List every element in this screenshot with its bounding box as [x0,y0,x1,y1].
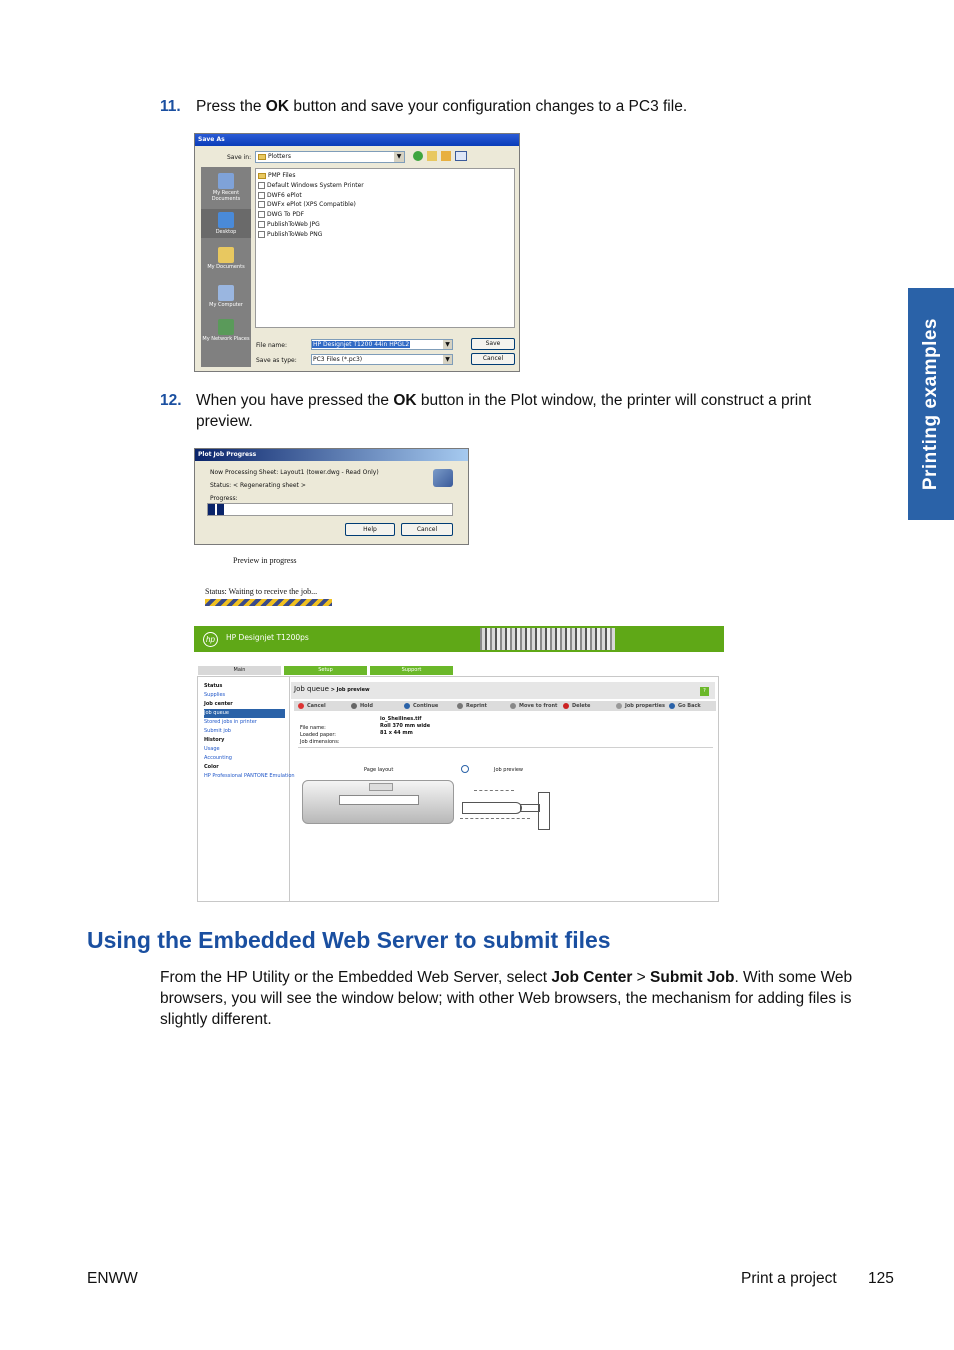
section-heading: Using the Embedded Web Server to submit files [87,927,611,953]
save-button[interactable]: Save [471,338,515,350]
menu-link[interactable]: HP Professional PANTONE Emulation [204,773,295,779]
menu-link[interactable]: Accounting [204,755,232,761]
dialog-titlebar: Plot Job Progress [195,449,468,461]
detail-label: File name: [300,725,326,731]
tab-support[interactable]: Support [370,666,453,675]
step-text: When you have pressed the OK button in the Plot window, the printer will construct a print preview. [196,392,812,430]
plot-job-progress-dialog [194,448,469,545]
progress-fill [208,504,225,515]
pc3-file-icon [258,201,265,208]
save-as-dialog [194,133,520,372]
save-in-select[interactable]: Plotters ▼ [255,151,405,163]
detail-row [300,730,600,745]
step-text: Press the OK button and save your configuration changes to a PC3 file. [196,98,688,115]
toolbar-icon [616,703,622,709]
file-list-item[interactable]: DWFx ePlot (XPS Compatible) [258,201,512,211]
preview-in-progress-text: Preview in progress [233,556,297,565]
job-details [300,716,600,745]
side-tab [908,288,954,520]
recent-documents-icon [218,173,234,189]
save-in-label: Save in: [227,154,252,161]
help-icon[interactable]: ? [700,687,709,696]
menu-link[interactable]: Job queue [204,709,285,718]
folder-icon [258,173,266,179]
views-icon[interactable] [455,151,467,161]
detail-value: 81 x 44 mm [380,730,413,736]
up-folder-icon[interactable] [427,151,437,161]
menu-header: Job center [204,701,233,707]
toolbar-icon [298,703,304,709]
detail-label: Job dimensions: [300,739,340,745]
chevron-down-icon[interactable]: ▼ [394,152,404,162]
step-12 [0,390,954,434]
side-tab-label: Printing examples [920,317,941,491]
file-list-item[interactable]: DWF6 ePlot [258,192,512,202]
file-list-item[interactable]: Default Windows System Printer [258,182,512,192]
page-number: 125 [868,1270,894,1287]
help-button[interactable]: Help [345,523,395,536]
toolbar-button-job-properties[interactable]: Job properties [616,702,665,710]
job-preview-label: Job preview [494,767,524,773]
toolbar-button-go-back[interactable]: Go Back [669,702,701,710]
status-text: Status: < Regenerating sheet > [210,482,306,489]
detail-label: Loaded paper: [300,732,336,738]
step-number: 12. [160,392,182,409]
ews-tabs [198,666,450,676]
toolbar-button-delete[interactable]: Delete [563,702,590,710]
file-list-item[interactable]: PublishToWeb PNG [258,231,512,241]
ews-header [194,626,724,652]
toolbar-button-move-to-front[interactable]: Move to front [510,702,557,710]
file-list-item[interactable]: PMP Files [258,172,512,182]
toolbar-icon [510,703,516,709]
tab-main[interactable]: Main [198,666,281,675]
footer-section: Print a project [741,1270,837,1287]
file-list-item[interactable]: DWG To PDF [258,211,512,221]
menu-link[interactable]: Usage [204,746,220,752]
toolbar-icon [457,703,463,709]
places-bar [201,167,251,367]
dialog-titlebar: Save As [195,134,519,146]
chevron-down-icon[interactable]: ▼ [443,340,452,349]
zoom-icon[interactable] [461,765,469,773]
menu-link[interactable]: Supplies [204,692,226,698]
job-preview-drawing [456,784,552,832]
my-documents-icon [218,247,234,263]
toolbar-button-cancel[interactable]: Cancel [298,702,326,710]
waiting-progress-stripes [205,599,332,606]
processing-text: Now Processing Sheet: Layout1 (tower.dwg - Read Only) [210,469,379,476]
pc3-file-icon [258,221,265,228]
page-layout-label: Page layout [364,767,394,773]
detail-value: io_Sheilines.tif [380,716,422,722]
file-name-label: File name: [256,342,287,349]
printer-banner-image [480,628,615,650]
details-divider [298,747,713,748]
toolbar-icon [669,703,675,709]
toolbar-button-reprint[interactable]: Reprint [457,702,487,710]
toolbar-button-continue[interactable]: Continue [404,702,438,710]
breadcrumb-bar [291,682,715,699]
new-folder-icon[interactable] [441,151,451,161]
progress-bar [207,503,453,516]
job-toolbar [294,701,716,711]
toolbar-icon [563,703,569,709]
place-computer[interactable]: My Computer [201,285,251,308]
breadcrumb: Job queue > Job preview [294,685,370,693]
place-documents[interactable]: My Documents [201,247,251,270]
step-number: 11. [160,98,181,115]
menu-link[interactable]: Submit job [204,728,231,734]
save-as-type-select[interactable]: PC3 Files (*.pc3) ▼ [311,354,453,365]
plotter-icon [433,469,453,487]
menu-header: Status [204,683,223,689]
desktop-icon [218,212,234,228]
tab-setup[interactable]: Setup [284,666,367,675]
product-name: HP Designjet T1200ps [226,633,309,642]
toolbar-icon [351,703,357,709]
toolbar-button-hold[interactable]: Hold [351,702,373,710]
toolbar-icon [404,703,410,709]
pc3-file-icon [258,182,265,189]
waiting-status-text: Status: Waiting to receive the job... [205,587,318,596]
back-icon[interactable] [413,151,423,161]
ews-window [194,626,724,903]
folder-icon [258,154,266,160]
footer-left: ENWW [87,1270,138,1287]
pc3-file-icon [258,192,265,199]
step-11 [0,96,954,118]
progress-label: Progress: [210,495,238,502]
menu-header: Color [204,764,219,770]
cancel-button[interactable]: Cancel [471,353,515,365]
place-desktop[interactable]: Desktop [201,209,251,238]
detail-value: Roll 370 mm wide [380,723,431,729]
section-paragraph: From the HP Utility or the Embedded Web Server, select Job Center > Submit Job. With some Web browsers, you will see the window below; with other Web browsers, the mechanism for adding files is slightly different. [160,969,853,1028]
menu-link[interactable]: Stored jobs in printer [204,719,257,725]
network-places-icon [218,319,234,335]
save-as-type-label: Save as type: [256,357,297,364]
hp-logo-icon: hp [203,632,218,647]
printer-illustration [302,780,454,824]
file-list [255,168,515,328]
pc3-file-icon [258,211,265,218]
menu-header: History [204,737,225,743]
chevron-down-icon[interactable]: ▼ [443,355,452,364]
place-network[interactable]: My Network Places [201,319,251,342]
file-name-input[interactable]: HP Designjet T1200 44in HPGL2 ▼ [311,339,453,350]
my-computer-icon [218,285,234,301]
file-list-item[interactable]: PublishToWeb JPG [258,221,512,231]
pc3-file-icon [258,231,265,238]
place-recent[interactable]: My Recent Documents [201,173,251,202]
ews-left-menu [198,677,295,901]
cancel-button[interactable]: Cancel [401,523,453,536]
